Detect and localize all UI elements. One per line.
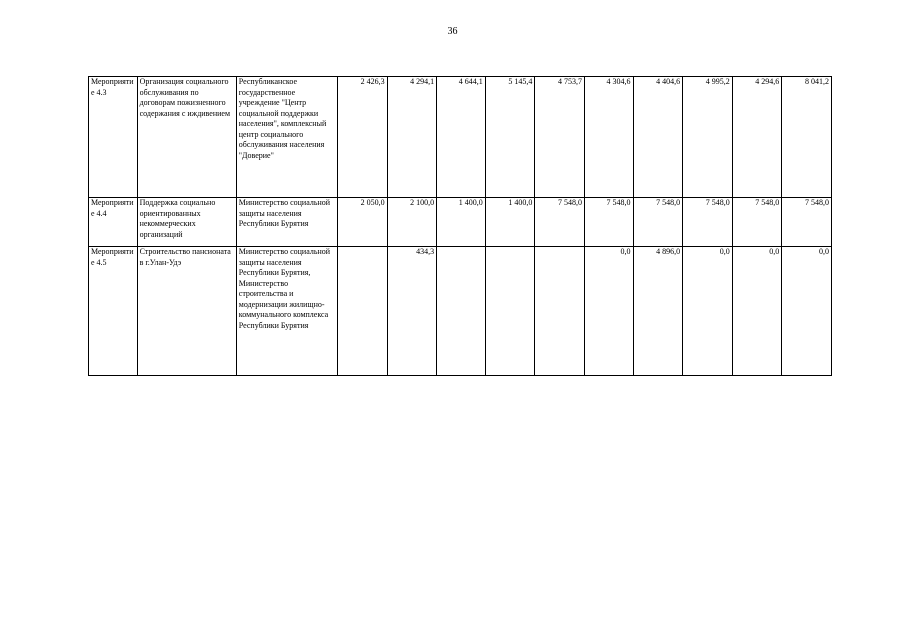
measure-name: Строительство пансионата в г.Улан-Удэ	[137, 247, 236, 376]
value-cell: 2 426,3	[337, 77, 387, 198]
value-cell	[485, 247, 535, 376]
value-cell: 0,0	[782, 247, 832, 376]
measure-executor: Министерство социальной защиты населения Республики Бурятия	[236, 198, 337, 247]
value-cell	[535, 247, 585, 376]
value-cell: 0,0	[683, 247, 733, 376]
value-cell: 4 753,7	[535, 77, 585, 198]
measure-name: Организация социального обслуживания по договорам пожизненного содержания с иждивением	[137, 77, 236, 198]
page-number: 36	[447, 26, 458, 37]
value-cell: 434,3	[387, 247, 437, 376]
value-cell: 4 995,2	[683, 77, 733, 198]
value-cell: 1 400,0	[485, 198, 535, 247]
value-cell: 0,0	[584, 247, 633, 376]
value-cell	[337, 247, 387, 376]
measure-id: Мероприятие 4.5	[89, 247, 138, 376]
value-cell: 4 294,6	[732, 77, 782, 198]
value-cell: 5 145,4	[485, 77, 535, 198]
table-row	[89, 198, 832, 247]
value-cell: 8 041,2	[782, 77, 832, 198]
value-cell: 1 400,0	[437, 198, 486, 247]
value-cell: 7 548,0	[782, 198, 832, 247]
value-cell: 7 548,0	[683, 198, 733, 247]
value-cell: 4 896,0	[633, 247, 683, 376]
value-cell: 4 644,1	[437, 77, 486, 198]
value-cell: 2 100,0	[387, 198, 437, 247]
measure-executor: Республиканское государственное учреждение "Центр социальной поддержки населения", комплексный центр социального обслуживания населения "Доверие"	[236, 77, 337, 198]
value-cell: 7 548,0	[633, 198, 683, 247]
table-row	[89, 247, 832, 376]
value-cell: 0,0	[732, 247, 782, 376]
table-row	[89, 77, 832, 198]
value-cell	[437, 247, 486, 376]
measure-name: Поддержка социально ориентированных некоммерческих организаций	[137, 198, 236, 247]
value-cell: 4 404,6	[633, 77, 683, 198]
value-cell: 2 050,0	[337, 198, 387, 247]
value-cell: 4 304,6	[584, 77, 633, 198]
measure-executor: Министерство социальной защиты населения Республики Бурятия, Министерство строительства и модернизации жилищно-коммунального комплекса Республики Бурятия	[236, 247, 337, 376]
measure-id: Мероприятие 4.4	[89, 198, 138, 247]
value-cell: 4 294,1	[387, 77, 437, 198]
value-cell: 7 548,0	[535, 198, 585, 247]
measure-id: Мероприятие 4.3	[89, 77, 138, 198]
value-cell: 7 548,0	[732, 198, 782, 247]
measures-table	[88, 76, 832, 376]
value-cell: 7 548,0	[584, 198, 633, 247]
